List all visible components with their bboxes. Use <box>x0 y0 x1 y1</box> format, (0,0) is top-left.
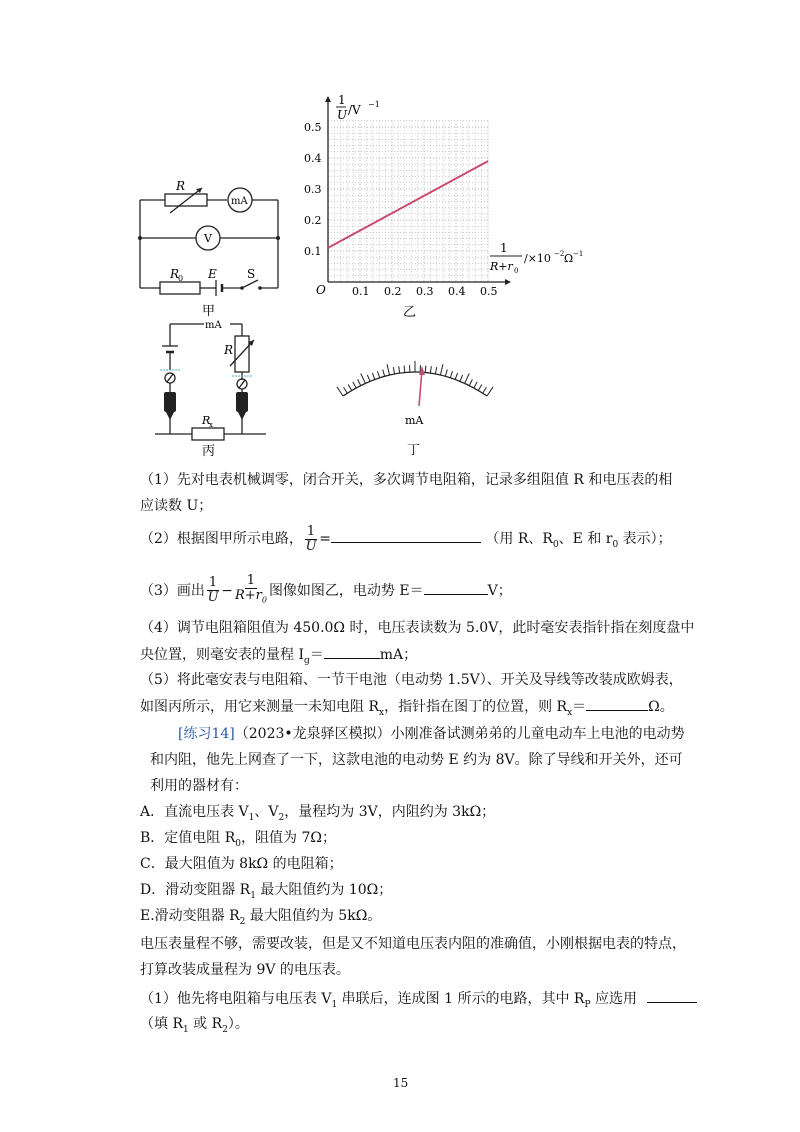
label-e: E <box>208 267 217 281</box>
y-tick-label: 0.4 <box>304 152 322 165</box>
ex14-line1: [练习14]（2023•龙泉驿区模拟）小刚准备试测弟弟的儿童电动车上电池的电动势 <box>178 726 685 742</box>
dial-ticks <box>337 361 493 396</box>
dial-tick <box>348 385 352 391</box>
y-axis-sup: −1 <box>368 100 380 109</box>
label-ma: mA <box>231 196 248 207</box>
q2-fraction: $\frac{1}{U}$ <box>305 523 317 554</box>
dial-pointer <box>419 370 422 406</box>
q5-answer-blank[interactable] <box>586 696 648 711</box>
dial-tick <box>353 382 356 388</box>
x-tick-label: 0.4 <box>448 285 466 298</box>
dial-tick <box>430 366 431 373</box>
y-tick-label: 0.1 <box>304 245 322 258</box>
bing-label-rx: R <box>202 414 211 427</box>
dial-tick <box>372 373 374 380</box>
para-line1: 电压表量程不够，需要改装，但是又不知道电压表内阻的准确值，小刚根据电表的特点， <box>140 936 686 952</box>
dial-tick <box>425 366 426 373</box>
y-tick-label: 0.5 <box>304 121 322 134</box>
bing-label-ma: mA <box>205 320 222 331</box>
option-a: A．直流电压表 $V_1$、$V_2$，量程均为 3V，内阻约为 3kΩ； <box>140 804 496 823</box>
bing-label-r: R <box>224 343 234 357</box>
q1-line2: 应读数 U； <box>140 498 213 514</box>
x-axis-unit: Ω <box>564 252 574 265</box>
q3-answer-blank[interactable] <box>424 580 488 595</box>
dial-tick <box>387 364 390 375</box>
x-tick-label: 0.5 <box>480 285 498 298</box>
figure-jia-circuit <box>130 178 290 318</box>
dial-tick <box>361 373 366 383</box>
q3-fraction-1: $\frac{1}{U}$ <box>207 575 219 606</box>
dial-tick <box>367 375 370 381</box>
dial-tick <box>445 370 447 377</box>
q2-line: （2）根据图甲所示电路， $\frac{1}{U}$ = （用 R、$R_0$、E 和 $r_0$ 表示）； <box>140 523 672 554</box>
x-tick-label: 0.1 <box>352 285 370 298</box>
y-tick-label: 0.3 <box>304 183 322 196</box>
dial-tick <box>399 366 400 373</box>
dial-tick <box>440 364 443 375</box>
origin-label: O <box>316 283 326 297</box>
caption-jia: 甲 <box>202 304 216 318</box>
label-s: S <box>247 267 256 281</box>
dial-tick <box>383 370 385 377</box>
dial-tick <box>474 382 477 388</box>
option-d: D．滑动变阻器 $R_1$ 最大阻值约为 10Ω； <box>140 882 393 901</box>
q4-line1: （4）调节电阻箱阻值为 450.0Ω 时，电压表读数为 5.0V，此时毫安表指针指在刻度盘中 <box>140 620 695 636</box>
ex14-line3: 利用的器材有： <box>150 778 248 794</box>
dial-tick <box>358 379 361 385</box>
dial-tick <box>344 387 348 393</box>
ding-label-ma: mA <box>405 414 424 427</box>
label-r0-sub: 0 <box>178 274 184 283</box>
figure-bing-circuit <box>150 318 280 460</box>
p1-answer-blank[interactable] <box>647 988 697 1003</box>
dial-tick <box>393 367 394 374</box>
q4-answer-blank[interactable] <box>324 644 380 659</box>
p1-line2: （填 $R_1$ 或 $R_2$）。 <box>140 1016 249 1035</box>
q3-line: （3）画出 $\frac{1}{U}$ − $\frac{1}{R+r_0}$ 图像如图乙，电动势 E＝ V； <box>140 574 512 608</box>
dial-tick <box>487 387 493 396</box>
q3-fraction-2: $\frac{1}{R+r_0}$ <box>234 573 267 605</box>
p1-line1: （1）他先将电阻箱与电压表 $V_1$ 串联后，连成图 1 所示的电路，其中 $R_P$ 应选用 <box>140 988 697 1015</box>
label-r: R <box>176 179 186 193</box>
dial-tick <box>404 366 405 373</box>
x-label-num: 1 <box>500 241 508 255</box>
x-label-den-sub: 0 <box>514 267 519 275</box>
dial-tick <box>337 387 343 396</box>
dial-tick <box>483 387 487 393</box>
dial-tick <box>455 373 457 380</box>
option-e: E.滑动变阻器 $R_2$ 最大阻值约为 5kΩ。 <box>140 908 382 927</box>
dial-tick <box>450 371 452 378</box>
q4-line2: 央位置，则毫安表的量程 $I_g=$ mA； <box>140 644 417 671</box>
y-axis-label: /V <box>348 103 361 117</box>
x-tick-label: 0.2 <box>384 285 402 298</box>
x-tick-label: 0.3 <box>416 285 434 298</box>
q2-answer-blank[interactable] <box>331 528 481 543</box>
label-r0: R <box>170 267 180 281</box>
caption-ding: 丁 <box>407 443 421 458</box>
y-label-num: 1 <box>338 93 346 107</box>
exercise-14-label: [练习14] <box>178 726 235 742</box>
label-v: V <box>204 232 212 245</box>
dial-tick <box>377 371 379 378</box>
chart-grid <box>328 121 488 282</box>
x-axis-label: /×10 <box>524 252 551 265</box>
dial-tick <box>469 379 472 385</box>
x-axis-sup: −2 <box>554 250 565 258</box>
option-b: B．定值电阻 $R_0$，阻值为 7Ω； <box>140 830 336 849</box>
bing-label-rx-sub: x <box>209 421 213 429</box>
dial-tick <box>435 367 436 374</box>
y-label-den: U <box>337 108 348 122</box>
ex14-line2: 和内阻，他先上网查了一下，这款电池的电动势 E 约为 8V。除了导线和开关外，还可 <box>150 752 683 768</box>
q1-line1: （1）先对电表机械调零，闭合开关，多次调节电阻箱，记录多组阻值 R 和电压表的相 <box>140 472 673 488</box>
figure-yi-chart <box>300 92 600 328</box>
page-number: 15 <box>393 1076 409 1090</box>
figure-ding-dial <box>335 348 495 460</box>
y-tick-label: 0.2 <box>304 214 322 227</box>
x-axis-unit-sup: −1 <box>573 250 584 258</box>
option-c: C．最大阻值为 8kΩ 的电阻箱； <box>140 856 343 872</box>
dial-tick <box>465 373 470 383</box>
dial-tick <box>460 375 463 381</box>
q5-line1: （5）将此毫安表与电阻箱、一节干电池（电动势 1.5V）、开关及导线等改装成欧姆表， <box>140 672 683 688</box>
dial-tick <box>478 385 482 391</box>
x-label-den: R+r <box>490 260 513 273</box>
caption-yi: 乙 <box>403 305 417 320</box>
para-line2: 打算改装成量程为 9V 的电压表。 <box>140 962 350 978</box>
chart-series-line <box>328 161 488 248</box>
caption-bing: 丙 <box>202 444 216 459</box>
q5-line2: 如图丙所示，用它来测量一未知电阻 $R_x$，指针指在图丁的位置，则 $R_x= \Omega$。 <box>140 696 674 723</box>
